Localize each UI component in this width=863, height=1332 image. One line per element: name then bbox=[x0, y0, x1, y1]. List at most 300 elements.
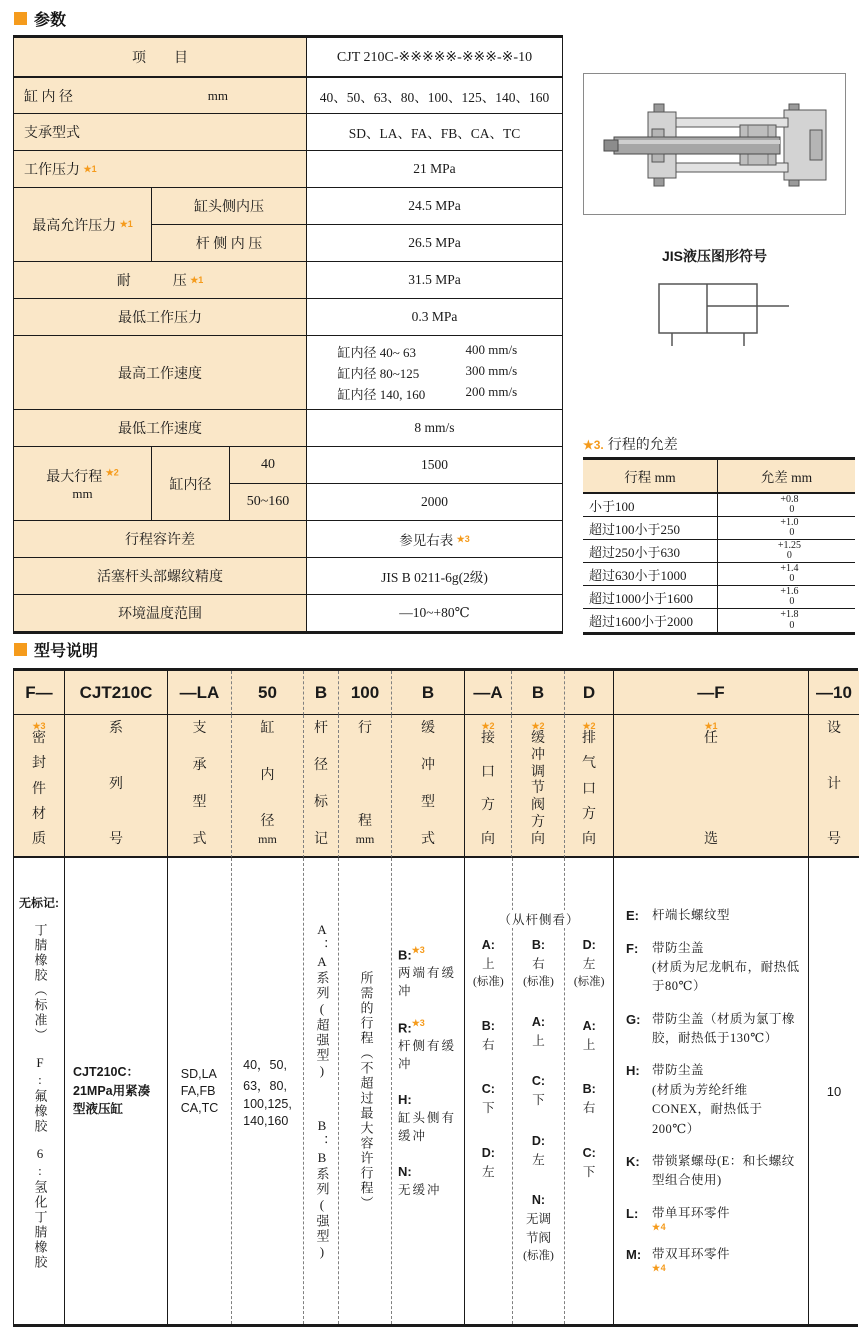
item-code: B: bbox=[531, 938, 546, 952]
tolerance-row bbox=[583, 563, 855, 586]
speed-range: 缸内径 80~125 bbox=[337, 366, 420, 381]
mount-line: FA,FB bbox=[180, 1084, 216, 1098]
row-label: 工作压力 bbox=[24, 163, 80, 178]
footnote-star: ★2 bbox=[582, 721, 596, 731]
item-code: D: bbox=[531, 1133, 546, 1148]
speed-range: 缸内径 140, 160 bbox=[337, 387, 426, 402]
code-text: 100 bbox=[350, 682, 380, 702]
label-chars: 密 封 件 材 质 bbox=[32, 731, 46, 847]
item-desc: 缸头侧有缓冲 bbox=[398, 1111, 457, 1144]
row-label: 活塞杆头部螺纹精度 bbox=[97, 570, 223, 585]
head-pressure-label-cell bbox=[151, 188, 306, 224]
option-item bbox=[626, 1204, 800, 1232]
range-cell bbox=[583, 563, 717, 585]
stroke-bore-label-cell bbox=[151, 447, 229, 520]
group-label: 最大行程 bbox=[46, 469, 103, 485]
item-desc bbox=[652, 1245, 800, 1273]
item-value: 右 bbox=[482, 1037, 495, 1052]
options-list bbox=[614, 858, 808, 1273]
option-item bbox=[626, 939, 800, 997]
tol-upper: +0.8 bbox=[780, 493, 799, 505]
footnote-star: ★2 bbox=[481, 721, 495, 731]
standard-tag: (标准) bbox=[573, 975, 605, 988]
desc-line: 带防尘盖 bbox=[652, 1063, 705, 1078]
param-row-max-speed bbox=[14, 336, 562, 410]
dir-item bbox=[482, 1144, 495, 1182]
footnote-star: ★1 bbox=[83, 163, 97, 174]
item-code: D: bbox=[582, 938, 596, 952]
item-value: 下 bbox=[482, 1101, 495, 1115]
item-code: B: bbox=[398, 947, 412, 963]
row-label: 最低工作速度 bbox=[118, 422, 202, 437]
item-desc: 无缓冲 bbox=[398, 1183, 442, 1198]
param-header-item-cell bbox=[14, 38, 306, 76]
stroke-key-cell bbox=[229, 447, 306, 483]
tolerance-row bbox=[583, 609, 855, 632]
sub-label: 缸内径 bbox=[169, 477, 212, 493]
item-code: H: bbox=[398, 1092, 412, 1108]
mount-line: SD,LA bbox=[180, 1067, 217, 1081]
tolerance-row bbox=[583, 494, 855, 517]
desc-line: (材质为芳纶纤维CONEX，耐热低于200℃） bbox=[652, 1082, 763, 1136]
dir-item bbox=[574, 936, 605, 991]
item-desc bbox=[652, 1152, 800, 1191]
row-label: 最高工作速度 bbox=[118, 366, 202, 382]
tolerance-header-row bbox=[583, 460, 855, 494]
row-label: 缸 内 径 bbox=[24, 89, 73, 105]
label-unit: mm bbox=[355, 832, 375, 846]
cushion-item bbox=[398, 946, 458, 1001]
speed-range: 缸内径 40~ 63 bbox=[337, 345, 417, 360]
body-options bbox=[613, 858, 808, 1324]
range: 超过1000小于1600 bbox=[589, 590, 694, 606]
footnote-star: ★2 bbox=[105, 466, 119, 477]
seal-item: 6:氢化丁腈橡胶 bbox=[32, 1146, 48, 1270]
tol-stack bbox=[780, 518, 798, 539]
stroke-key-cell bbox=[229, 484, 306, 520]
mount-line: CA,TC bbox=[180, 1101, 219, 1115]
col-header: 允差 mm bbox=[760, 470, 813, 485]
tolerance-table-title bbox=[583, 434, 678, 454]
dir-item bbox=[522, 1191, 556, 1265]
footnote-star: ★3 bbox=[411, 1017, 425, 1028]
code-text: —10 bbox=[816, 682, 852, 702]
range-cell bbox=[583, 494, 717, 516]
tol-cell bbox=[717, 609, 855, 632]
item-code: K: bbox=[626, 1153, 640, 1169]
code-port-dir bbox=[464, 671, 511, 715]
key: 50~160 bbox=[246, 494, 290, 509]
jis-symbol-title-text: JIS液压图形符号 bbox=[661, 248, 767, 264]
item-value: 无调节阀 bbox=[525, 1212, 551, 1245]
code-design bbox=[808, 671, 859, 715]
tolerance-row bbox=[583, 586, 855, 609]
max-stroke-subrows bbox=[229, 447, 562, 520]
cushion-item bbox=[398, 1091, 458, 1145]
code-text: F— bbox=[25, 682, 53, 702]
rod-series-item: B：B系列(强型) bbox=[314, 1117, 330, 1261]
param-header-model-cell bbox=[306, 38, 562, 76]
code-mount bbox=[167, 671, 231, 715]
desc-line: 带防尘盖（材质为氯丁橡胶，耐热低于130℃） bbox=[652, 1011, 796, 1045]
item-code: A: bbox=[531, 1014, 546, 1029]
code-stroke bbox=[338, 671, 391, 715]
head-pressure-value-cell bbox=[306, 188, 562, 224]
range-cell bbox=[583, 609, 717, 632]
item-code: A: bbox=[481, 938, 495, 952]
item-value: 左 bbox=[582, 956, 596, 971]
body-directions bbox=[464, 858, 613, 1324]
row-value: 参见右表 bbox=[399, 533, 454, 548]
code-text: B bbox=[531, 682, 545, 702]
param-row-stroke-tol bbox=[14, 521, 562, 558]
row-unit: mm bbox=[207, 87, 228, 103]
param-row-pressure bbox=[14, 151, 562, 188]
range: 小于100 bbox=[589, 498, 635, 514]
label-option bbox=[613, 715, 808, 858]
bore-value-cell bbox=[306, 78, 562, 113]
body-series bbox=[64, 858, 167, 1324]
jis-hydraulic-symbol bbox=[583, 280, 846, 350]
item-code: C: bbox=[481, 1082, 495, 1097]
tol-stack bbox=[780, 587, 798, 608]
rod-pressure-label-cell bbox=[151, 225, 306, 261]
label-chars: 行 程 bbox=[358, 721, 372, 829]
tol-upper: +1.6 bbox=[780, 585, 799, 597]
desc-line: 带单耳环零件 bbox=[652, 1205, 731, 1220]
code-text: D bbox=[582, 682, 596, 702]
speed-lines bbox=[338, 342, 532, 403]
item-code: B: bbox=[481, 1018, 495, 1033]
thread-value-cell bbox=[306, 558, 562, 594]
item-value: 右 bbox=[532, 956, 545, 971]
code-text: —A bbox=[473, 682, 503, 702]
row-label: 最低工作压力 bbox=[118, 311, 202, 326]
footnote-star: ★1 bbox=[704, 721, 718, 731]
proof-label-cell bbox=[14, 262, 306, 298]
bore-line: 40，50, bbox=[243, 1057, 287, 1072]
group-label: 最高允许压力 bbox=[32, 218, 117, 234]
footnote-star: ★1 bbox=[190, 274, 204, 285]
row-value: 24.5 MPa bbox=[408, 198, 461, 213]
label-chars: 设 计 号 bbox=[827, 721, 841, 847]
tol-cell bbox=[717, 517, 855, 539]
tolerance-col-tol bbox=[717, 460, 855, 492]
item-desc bbox=[652, 939, 800, 997]
bore-line: 63，80, bbox=[243, 1078, 287, 1093]
footnote-star: ★3 bbox=[456, 533, 470, 544]
speed-value: 400 mm/s bbox=[465, 342, 518, 357]
range: 超过630小于1000 bbox=[589, 567, 687, 583]
label-seal-material bbox=[14, 715, 64, 858]
mount-codes bbox=[181, 1067, 219, 1115]
range-cell bbox=[583, 586, 717, 608]
standard-tag: (标准) bbox=[523, 975, 554, 988]
row-value: —10~+80℃ bbox=[399, 605, 470, 620]
code-text: B bbox=[421, 682, 435, 702]
label-cushion-type bbox=[391, 715, 464, 858]
standard-tag: (标准) bbox=[523, 1249, 554, 1262]
tol-stack bbox=[780, 564, 798, 585]
code-text: CJT210C bbox=[79, 682, 153, 702]
footnote-star: ★3 bbox=[411, 945, 425, 955]
parameters-table bbox=[13, 35, 563, 634]
item-code: N: bbox=[531, 1193, 546, 1208]
code-option bbox=[613, 671, 808, 715]
param-row-max-pressure bbox=[14, 188, 562, 262]
range: 超过250小于630 bbox=[589, 544, 681, 560]
label-chars: 接 口 方 向 bbox=[481, 731, 495, 847]
tol-upper: +1.4 bbox=[780, 562, 799, 574]
label-port-direction bbox=[464, 715, 511, 858]
row-label: 行程容许差 bbox=[125, 533, 195, 548]
tolerance-title-text: 行程的允差 bbox=[607, 438, 678, 453]
section-marker-icon bbox=[14, 12, 27, 25]
label-vent-direction bbox=[564, 715, 613, 858]
desc-line: 带锁紧螺母(E：和长螺纹型组合使用) bbox=[652, 1153, 795, 1188]
param-row-temp bbox=[14, 595, 562, 631]
body-rod-mark bbox=[303, 858, 338, 1324]
param-row-min-speed bbox=[14, 410, 562, 447]
item-code: C: bbox=[531, 1074, 546, 1089]
item-value: 上 bbox=[582, 1037, 596, 1052]
no-mark-label: 无标记: bbox=[19, 896, 59, 910]
row-value: 40、50、63、80、100、125、140、160 bbox=[319, 89, 550, 105]
max-pressure-subrows bbox=[151, 188, 562, 261]
model-code-table bbox=[13, 668, 858, 1327]
min-speed-value-cell bbox=[306, 410, 562, 446]
tol-stack bbox=[780, 610, 798, 631]
range-cell bbox=[583, 540, 717, 562]
row-value: 8 mm/s bbox=[414, 420, 455, 435]
cushion-list bbox=[392, 858, 464, 1200]
option-item bbox=[626, 1010, 800, 1049]
stroke-tol-label-cell bbox=[14, 521, 306, 557]
temp-value-cell bbox=[306, 595, 562, 631]
code-text: B bbox=[314, 682, 328, 702]
label-chars: 系 列 号 bbox=[109, 721, 123, 847]
item-code: L: bbox=[626, 1205, 639, 1221]
desc-line: (材质为尼龙帆布，耐热低于80℃） bbox=[652, 959, 800, 994]
row-label: 耐 压 bbox=[116, 274, 187, 289]
stroke-note: 所需的行程（不超过最大容许行程） bbox=[358, 971, 374, 1211]
body-cushion bbox=[391, 858, 464, 1324]
label-chars: 排 气 口 方 向 bbox=[582, 731, 596, 847]
item-code: A: bbox=[582, 1018, 596, 1033]
tol-stack bbox=[780, 495, 798, 516]
series-description: CJT210C：21MPa用紧凑型液压缸 bbox=[73, 1064, 151, 1117]
cushion-item bbox=[398, 1163, 458, 1199]
label-mount-type bbox=[167, 715, 231, 858]
param-row-max-stroke bbox=[14, 447, 562, 521]
dir-item bbox=[523, 936, 554, 991]
seal-item: F:氟橡胶 bbox=[32, 1055, 48, 1134]
item-value: 上 bbox=[482, 956, 495, 971]
bore-line: 100,125, bbox=[243, 1096, 292, 1111]
dir-item bbox=[583, 1017, 596, 1055]
row-value: 2000 bbox=[421, 494, 448, 509]
item-value: 下 bbox=[532, 1093, 545, 1107]
tolerance-row bbox=[583, 540, 855, 563]
dir-item bbox=[583, 1080, 596, 1118]
max-pressure-group-cell bbox=[14, 188, 151, 261]
row-value: 0.3 MPa bbox=[411, 309, 458, 324]
code-text: —LA bbox=[179, 682, 220, 702]
range: 超过1600小于2000 bbox=[589, 614, 694, 629]
item-code: F: bbox=[626, 940, 639, 956]
jis-symbol-title bbox=[583, 246, 846, 266]
tol-cell bbox=[717, 563, 855, 585]
subrow-bore-50-160 bbox=[229, 483, 562, 520]
footnote-star: ★3. bbox=[583, 438, 604, 452]
option-item bbox=[626, 1245, 800, 1273]
label-chars: 缸 内 径 bbox=[260, 721, 275, 829]
row-label: 支承型式 bbox=[24, 126, 80, 141]
option-item bbox=[626, 906, 800, 926]
label-series-no bbox=[64, 715, 167, 858]
range-cell bbox=[583, 517, 717, 539]
bore-label-cell bbox=[14, 78, 306, 113]
rod-series-item: A：A系列(超强型) bbox=[314, 921, 330, 1080]
label-bore bbox=[231, 715, 303, 858]
tol-lower: 0 bbox=[789, 504, 795, 515]
param-row-proof bbox=[14, 262, 562, 299]
body-design-no bbox=[808, 858, 859, 1324]
code-seal bbox=[14, 671, 64, 715]
dir-item bbox=[482, 1080, 495, 1118]
tol-cell bbox=[717, 494, 855, 516]
row-value: SD、LA、FA、FB、CA、TC bbox=[348, 126, 521, 141]
item-desc bbox=[652, 1061, 800, 1139]
footnote-star: ★3 bbox=[32, 721, 46, 731]
header-item-label: 项 目 bbox=[132, 51, 188, 66]
desc-line: 杆端长螺纹型 bbox=[652, 908, 731, 922]
stroke-value-cell bbox=[306, 447, 562, 483]
subrow-rod-side bbox=[151, 224, 562, 261]
dir-item bbox=[583, 1144, 596, 1182]
pressure-value-cell bbox=[306, 151, 562, 187]
desc-line: 带双耳环零件 bbox=[652, 1247, 731, 1261]
row-label: 环境温度范围 bbox=[118, 607, 202, 622]
tol-lower: 0 bbox=[789, 619, 795, 631]
design-number: 10 bbox=[826, 1083, 842, 1099]
label-chars: 缓 冲 调 节 阀 方 向 bbox=[531, 731, 545, 847]
key: 40 bbox=[261, 457, 275, 472]
cylinder-drawing bbox=[584, 74, 845, 214]
tol-lower: 0 bbox=[789, 573, 795, 584]
item-code: E: bbox=[626, 908, 639, 923]
row-value: 1500 bbox=[421, 457, 448, 472]
param-row-thread bbox=[14, 558, 562, 595]
bore-values bbox=[243, 1055, 292, 1128]
section-marker-icon bbox=[14, 643, 27, 656]
param-row-mount bbox=[14, 114, 562, 151]
cylinder-cross-section-figure bbox=[583, 73, 846, 215]
code-text: 50 bbox=[258, 682, 277, 702]
row-value: 26.5 MPa bbox=[408, 235, 461, 250]
footnote-star: ★4 bbox=[652, 1222, 667, 1232]
stroke-tol-value-cell bbox=[306, 521, 562, 557]
mount-label-cell bbox=[14, 114, 306, 150]
speed-value: 200 mm/s bbox=[465, 384, 518, 399]
body-mount bbox=[167, 858, 231, 1324]
label-stroke bbox=[338, 715, 391, 858]
group-unit: mm bbox=[72, 485, 93, 501]
temp-label-cell bbox=[14, 595, 306, 631]
item-code: B: bbox=[582, 1082, 596, 1097]
subrow-head-side bbox=[151, 188, 562, 224]
pressure-label-cell bbox=[14, 151, 306, 187]
footnote-star: ★2 bbox=[531, 721, 545, 731]
body-stroke bbox=[338, 858, 391, 1324]
tol-lower: 0 bbox=[786, 550, 792, 561]
item-desc: 杆侧有缓冲 bbox=[398, 1038, 457, 1072]
code-bore bbox=[231, 671, 303, 715]
bore-line: 140,160 bbox=[243, 1113, 289, 1128]
item-value: 下 bbox=[582, 1164, 596, 1179]
tol-upper: +1.8 bbox=[780, 609, 799, 620]
param-row-min-pressure bbox=[14, 299, 562, 336]
min-speed-label-cell bbox=[14, 410, 306, 446]
item-desc: 两端有缓冲 bbox=[398, 966, 457, 999]
dir-item bbox=[532, 1072, 545, 1110]
speed-value: 300 mm/s bbox=[465, 363, 518, 378]
tolerance-row bbox=[583, 517, 855, 540]
code-rod bbox=[303, 671, 338, 715]
range: 超过100小于250 bbox=[589, 521, 681, 537]
tol-stack bbox=[778, 541, 801, 562]
code-vent-dir bbox=[564, 671, 613, 715]
row-label: 缸头侧内压 bbox=[194, 200, 264, 215]
label-unit: mm bbox=[258, 832, 277, 846]
item-value: 右 bbox=[582, 1101, 596, 1115]
tol-cell bbox=[717, 540, 855, 562]
cushion-item bbox=[398, 1019, 458, 1074]
item-value: 左 bbox=[482, 1164, 495, 1179]
mount-value-cell bbox=[306, 114, 562, 150]
thread-label-cell bbox=[14, 558, 306, 594]
item-code: N: bbox=[398, 1164, 412, 1180]
row-value: 21 MPa bbox=[413, 161, 456, 176]
min-pressure-label-cell bbox=[14, 299, 306, 335]
item-value: 左 bbox=[532, 1152, 545, 1167]
tol-cell bbox=[717, 586, 855, 608]
row-value: 31.5 MPa bbox=[408, 272, 461, 287]
max-stroke-group-cell bbox=[14, 447, 151, 520]
seal-item: 丁腈橡胶（标准） bbox=[32, 923, 48, 1043]
dir-item bbox=[532, 1013, 545, 1051]
max-speed-label-cell bbox=[14, 336, 306, 409]
label-design-no bbox=[808, 715, 859, 858]
header-model-code: CJT 210C-※※※※※-※※※-※-10 bbox=[336, 49, 533, 65]
tol-upper: +1.0 bbox=[780, 516, 799, 528]
item-code: H: bbox=[626, 1063, 640, 1079]
min-pressure-value-cell bbox=[306, 299, 562, 335]
item-desc bbox=[652, 906, 800, 926]
params-section-title bbox=[14, 7, 66, 30]
section-title-text: 型号说明 bbox=[34, 643, 99, 660]
row-label: 杆 侧 内 压 bbox=[195, 237, 263, 252]
item-code: M: bbox=[626, 1247, 642, 1262]
body-bore bbox=[231, 858, 303, 1324]
label-chars: 任 选 bbox=[704, 731, 718, 847]
stroke-tolerance-table bbox=[583, 457, 855, 635]
tol-upper: +1.25 bbox=[777, 539, 802, 551]
standard-tag: (标准) bbox=[473, 975, 504, 988]
option-item bbox=[626, 1061, 800, 1139]
item-desc bbox=[652, 1204, 800, 1232]
footnote-star: ★4 bbox=[652, 1263, 667, 1274]
